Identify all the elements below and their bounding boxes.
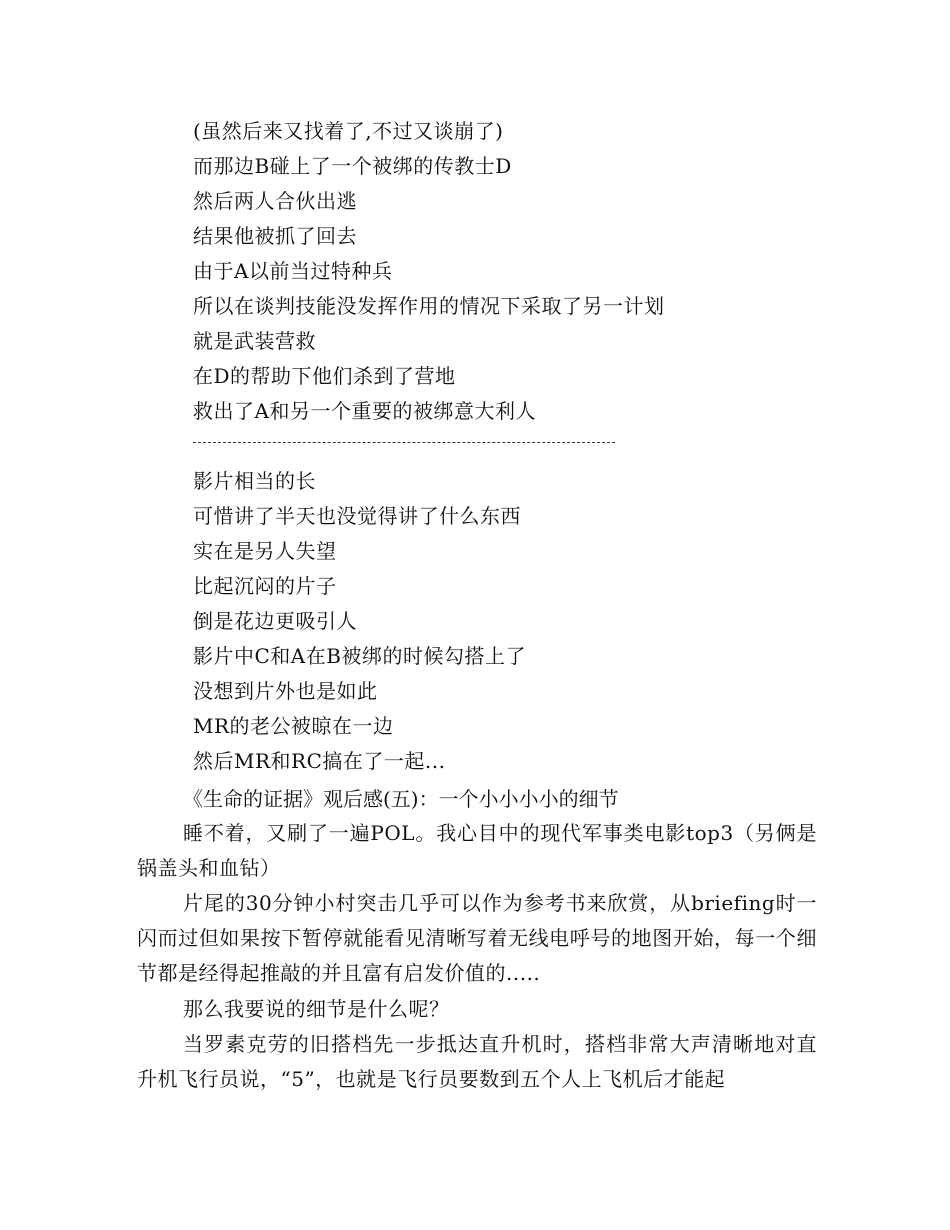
text-line: 可惜讲了半天也没觉得讲了什么东西 [193, 504, 521, 528]
text-line: (虽然后来又找着了,不过又谈崩了) [193, 119, 504, 143]
text-line: 救出了A和另一个重要的被绑意大利人 [193, 399, 536, 423]
text-line: 结果他被抓了回去 [193, 224, 357, 248]
paragraph: 片尾的30分钟小村突击几乎可以作为参考书来欣赏，从briefing时一闪而过但如果按下暂停就能看见清晰写着无线电呼号的地图开始，每一个细节都是经得起推敲的并且富有启发价值的..... [137, 891, 817, 985]
text-line: 在D的帮助下他们杀到了营地 [193, 364, 456, 388]
text-line: 没想到片外也是如此 [193, 679, 378, 703]
text-line: 而那边B碰上了一个被绑的传教士D [193, 154, 512, 178]
dashed-separator [193, 442, 615, 443]
text-line: 倒是花边更吸引人 [193, 609, 357, 633]
text-line: 比起沉闷的片子 [193, 574, 337, 598]
paragraph: 那么我要说的细节是什么呢？ [183, 997, 450, 1021]
text-line: 影片相当的长 [193, 469, 316, 493]
paragraph: 当罗素克劳的旧搭档先一步抵达直升机时，搭档非常大声清晰地对直升机飞行员说，“5”，也就是飞行员要数到五个人上飞机后才能起 [137, 1032, 817, 1091]
text-line: 然后MR和RC搞在了一起... [193, 749, 446, 773]
text-line: 由于A以前当过特种兵 [193, 259, 393, 283]
text-line: 然后两人合伙出逃 [193, 189, 357, 213]
text-line: 实在是另人失望 [193, 539, 337, 563]
paragraph: 睡不着，又刷了一遍POL。我心目中的现代军事类电影top3（另俩是锅盖头和血钻） [137, 821, 817, 880]
article-title: 《生命的证据》观后感(五)：一个小小小小的细节 [183, 787, 619, 811]
text-line: 影片中C和A在B被绑的时候勾搭上了 [193, 644, 526, 668]
text-line: 就是武装营救 [193, 329, 316, 353]
text-line: 所以在谈判技能没发挥作用的情况下采取了另一计划 [193, 294, 665, 318]
text-line: MR的老公被晾在一边 [193, 714, 394, 738]
